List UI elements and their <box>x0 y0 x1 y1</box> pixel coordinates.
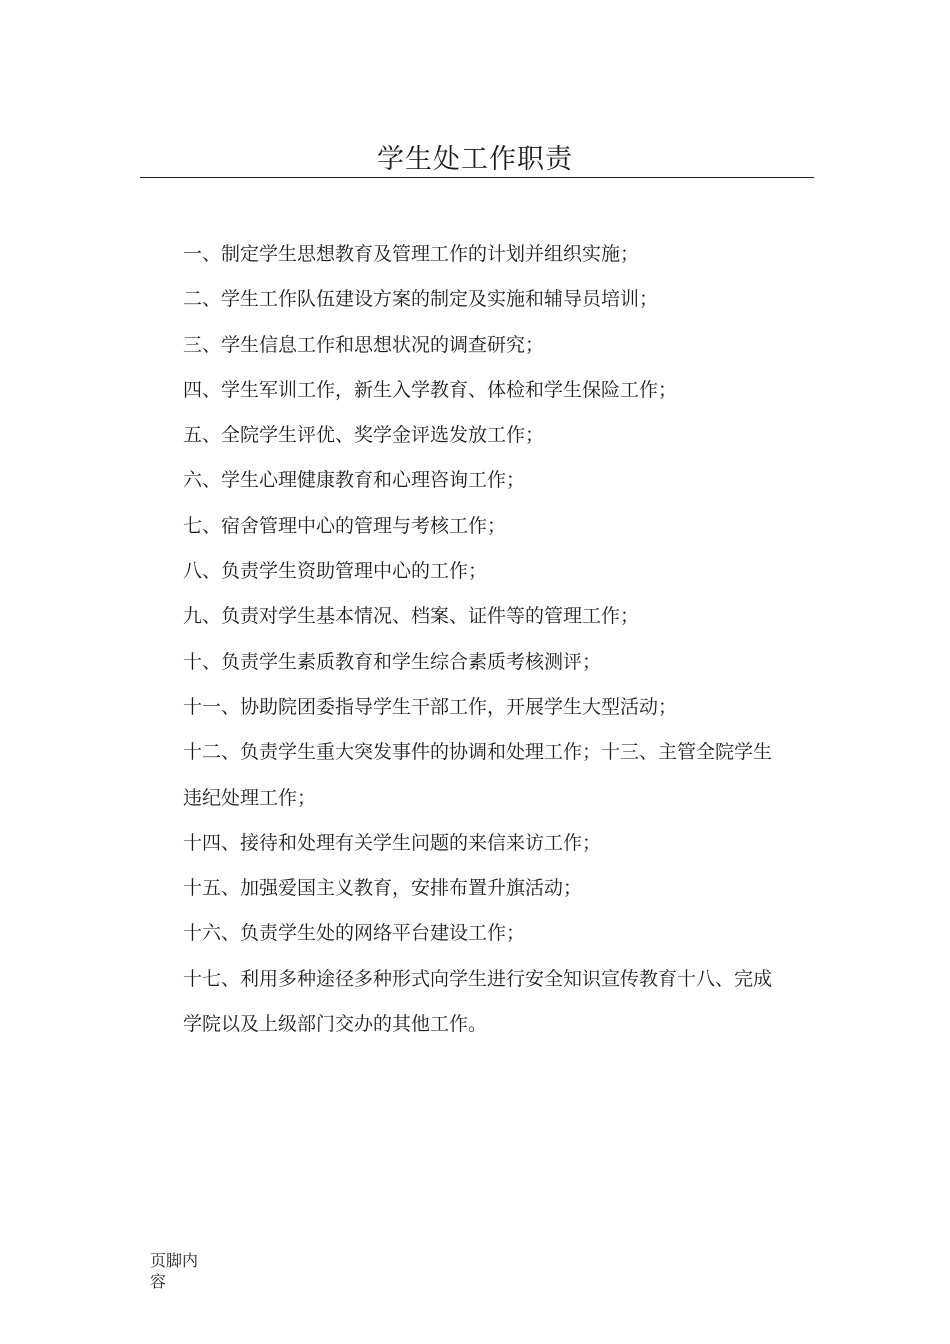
duty-item: 二、学生工作队伍建设方案的制定及实施和辅导员培训； <box>183 288 659 311</box>
duty-item: 十六、负责学生处的网络平台建设工作； <box>183 922 526 945</box>
duty-item: 十七、利用多种途径多种形式向学生进行安全知识宣传教育十八、完成 <box>183 967 773 990</box>
duty-item: 十一、协助院团委指导学生干部工作，开展学生大型活动； <box>183 695 678 718</box>
duty-item-continuation: 学院以及上级部门交办的其他工作。 <box>183 1013 488 1036</box>
duty-item: 九、负责对学生基本情况、档案、证件等的管理工作； <box>183 605 640 628</box>
duty-item: 八、负责学生资助管理中心的工作； <box>183 560 488 583</box>
duty-item: 十四、接待和处理有关学生问题的来信来访工作； <box>183 831 602 854</box>
duty-item: 三、学生信息工作和思想状况的调查研究； <box>183 333 545 356</box>
duty-item-continuation: 违纪处理工作； <box>183 786 317 809</box>
page-footer <box>150 1250 210 1292</box>
title-underline <box>140 177 814 178</box>
duty-item: 一、制定学生思想教育及管理工作的计划并组织实施； <box>183 243 640 265</box>
duty-item: 五、全院学生评优、奖学金评选发放工作； <box>183 424 545 447</box>
duty-item: 十五、加强爱国主义教育，安排布置升旗活动； <box>183 877 583 900</box>
document-title: 学生处工作职责 <box>377 144 573 175</box>
footer-text-line: 页脚内 <box>150 1251 199 1270</box>
duty-item: 七、宿舍管理中心的管理与考核工作； <box>183 514 507 537</box>
duty-item: 十、负责学生素质教育和学生综合素质考核测评； <box>183 650 602 673</box>
duties-list <box>183 232 813 1047</box>
duty-item: 六、学生心理健康教育和心理咨询工作； <box>183 469 526 492</box>
duty-item: 十二、负责学生重大突发事件的协调和处理工作；十三、主管全院学生 <box>183 741 773 764</box>
duty-item: 四、学生军训工作，新生入学教育、体检和学生保险工作； <box>183 378 678 401</box>
footer-text-line: 容 <box>150 1272 167 1291</box>
